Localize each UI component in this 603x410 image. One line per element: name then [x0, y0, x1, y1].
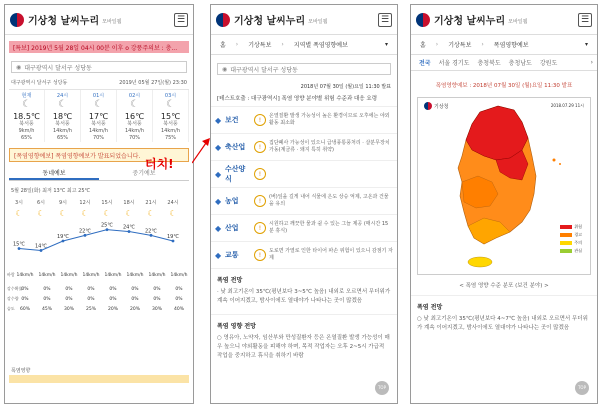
row-label: 바람: [7, 272, 15, 277]
legend-swatch: [560, 249, 572, 253]
row-value: 14km/h: [16, 273, 34, 278]
region-tab[interactable]: 충청남도: [508, 60, 532, 67]
phone-screen-map: [410, 4, 598, 404]
issued-time: 2018년 07월 30일 (월)요일 11:30 발표: [300, 84, 391, 90]
heat-impact-map: [417, 97, 591, 275]
map-caption: < 폭염 영향 수준 분포 (보건 분야) >: [459, 283, 549, 289]
heat-impact-bar: [9, 375, 189, 383]
chevron-down-icon[interactable]: ▾: [384, 41, 388, 48]
hour-wind-dir: 북서풍: [163, 121, 178, 127]
sector-name: 축산업: [225, 143, 246, 151]
sector-advice: 온열질환 발생 가능성이 높은 환경이므로 오후에는 야외활동 최소화: [269, 113, 390, 126]
hour-temp: 18℃: [52, 112, 73, 121]
row-value: 0%: [131, 297, 139, 302]
section-heat-outlook: 폭염 전망: [417, 304, 443, 311]
time-label: 9시: [58, 200, 68, 206]
moon-icon: ☾: [22, 99, 31, 110]
hour-wind-dir: 북서풍: [55, 121, 70, 127]
hour-wind-dir: 북서풍: [91, 121, 106, 127]
sector-icon: ◆: [215, 115, 222, 125]
row-value: 14km/h: [82, 273, 100, 278]
moon-icon: ☾: [169, 209, 177, 218]
row-value: 30%: [151, 307, 163, 312]
row-value: 40%: [173, 307, 185, 312]
menu-icon[interactable]: ☰: [174, 13, 188, 27]
moon-icon: ☾: [125, 209, 133, 218]
map-date: 2018.07.29 11시: [550, 103, 584, 108]
hour-humidity: 65%: [20, 135, 33, 141]
heat-outlook-text: ○ 낮 최고기온이 35℃(평년보다 4~7℃ 높음) 내외로 오르면서 무더위가 계속 이어지겠고, 밤사이에도 열대야가 나타나는 곳이 많겠음: [417, 316, 588, 331]
forecast-day-text: 5월 28일(화) 최저 13℃ 최고 25℃: [11, 188, 91, 194]
chevron-down-icon[interactable]: ▾: [584, 41, 588, 48]
hour-wind-speed: 9km/h: [18, 128, 35, 134]
hour-label: 24시: [56, 93, 69, 99]
row-value: 0%: [43, 287, 51, 292]
crumb-home[interactable]: 홈: [220, 42, 226, 49]
impact-row: [211, 188, 397, 215]
hour-column: [45, 90, 81, 142]
row-label: 강수량: [7, 296, 19, 301]
hour-temp: 16℃: [124, 112, 145, 121]
kma-logo-icon: [424, 102, 432, 110]
temperature-point: [106, 228, 109, 231]
hour-wind-dir: 북서풍: [19, 121, 34, 127]
row-value: 0%: [87, 297, 95, 302]
crumb-heat[interactable]: 폭염영향예보: [493, 42, 529, 49]
row-value: 60%: [19, 307, 31, 312]
warning-icon: !: [254, 168, 266, 180]
breadcrumb: 홈 › 기상특보 › 지역별 폭염영향예보 ▾: [211, 35, 397, 55]
phone-screen-impact: [210, 4, 398, 404]
row-value: 14km/h: [170, 273, 188, 278]
crumb-region[interactable]: 지역별 폭염영향예보: [293, 42, 348, 49]
crumb-warnings[interactable]: 기상특보: [448, 42, 472, 49]
location-select[interactable]: [217, 63, 391, 75]
temperature-point: [84, 234, 87, 237]
hour-label: 03시: [164, 93, 177, 99]
row-value: 0%: [131, 287, 139, 292]
header: [411, 5, 597, 35]
warning-icon: !: [254, 141, 266, 153]
hour-wind-speed: 14km/h: [53, 128, 72, 134]
row-value: 0%: [153, 297, 161, 302]
sector-icon: ◆: [215, 169, 222, 179]
header: [5, 5, 193, 35]
impact-row: [211, 107, 397, 134]
sector-icon: ◆: [215, 196, 222, 206]
row-value: 0%: [21, 287, 29, 292]
location-select[interactable]: [11, 61, 187, 73]
sector-icon: ◆: [215, 223, 222, 233]
row-value: 0%: [87, 287, 95, 292]
map-legend: [560, 222, 582, 254]
legend-item: [560, 240, 582, 246]
sector-icon: ◆: [215, 250, 222, 260]
sector-name: 수산양식: [225, 165, 246, 183]
hour-temp: 15℃: [160, 112, 181, 121]
sector-name: 교통: [225, 251, 239, 259]
temperature-point: [18, 247, 21, 250]
chevron-right-icon[interactable]: ›: [590, 59, 593, 66]
row-value: 25%: [85, 307, 97, 312]
hour-column: [81, 90, 117, 142]
tab-village-forecast[interactable]: 동네예보: [9, 168, 99, 180]
alert-text: [특보] 2019년 5월 28일 04시 00분 이후 o 강풍주의보 : 충...: [13, 44, 178, 52]
brand-title: 기상청 날씨누리: [28, 16, 100, 27]
row-value: 0%: [109, 287, 117, 292]
impact-summary: [테스트호출 : 대구광역시] 폭염 영향 분야별 위험 수준과 대응 요령: [211, 94, 397, 107]
sector-advice: 도로면 가열로 인한 타이어 파손 위험이 있으니 감점기 자제: [269, 248, 393, 261]
moon-icon: ☾: [81, 209, 89, 218]
location-pin-icon: ◉: [222, 65, 228, 73]
row-value: 45%: [41, 307, 53, 312]
forecast-date: 2019년 05월 27일(월) 23:30: [119, 80, 187, 86]
scroll-top-button[interactable]: TOP: [575, 381, 589, 395]
kma-logo-icon: [10, 13, 24, 27]
row-value: 14km/h: [60, 273, 78, 278]
sector-icon: ◆: [215, 142, 222, 152]
moon-icon: ☾: [37, 209, 45, 218]
scroll-top-button[interactable]: TOP: [375, 381, 389, 395]
row-value: 14km/h: [38, 273, 56, 278]
time-label: 15시: [101, 200, 113, 206]
moon-icon: ☾: [103, 209, 111, 218]
sector-advice: (버)잎을 길게 내어 식물에 은도 상승 억제, 고온과 건물을 유의: [269, 194, 389, 207]
hour-temp: 18.5℃: [13, 112, 40, 121]
impact-outlook-text: ○ 영유아, 노약자, 임산부와 만성질환자 등은 온열질환 발생 가능성이 매우 높으니 야외활동을 피해야 하며, 목적 작업자는 오후 2~5시 가급적 작업을 중지하고 휴식을 취하기 바람: [217, 335, 390, 359]
warning-icon: !: [254, 195, 266, 207]
impact-row: [211, 134, 397, 161]
moon-icon: ☾: [15, 209, 23, 218]
row-value: 20%: [129, 307, 141, 312]
sector-name: 보건: [225, 116, 239, 124]
time-label: 21시: [145, 200, 157, 206]
row-value: 0%: [175, 287, 183, 292]
time-label: 6시: [36, 200, 46, 206]
location-date-row: [5, 79, 193, 86]
legend-label: 위험: [574, 224, 582, 229]
row-value: 0%: [65, 297, 73, 302]
hour-temp: 17℃: [88, 112, 109, 121]
map-org-text: 기상청: [434, 103, 449, 110]
row-value: 0%: [153, 287, 161, 292]
section-heat-outlook: 폭염 전망: [217, 277, 243, 284]
forecast-day-header: [5, 187, 193, 194]
brand-subtitle: 모바일웹: [508, 19, 528, 25]
menu-icon[interactable]: ☰: [378, 13, 392, 27]
temperature-label: 22℃: [145, 228, 157, 235]
touch-annotation: 터치!: [145, 157, 174, 171]
alert-ticker[interactable]: [9, 41, 189, 53]
temperature-point: [172, 240, 175, 243]
kma-logo-icon: [416, 13, 430, 27]
legend-item: [560, 224, 582, 230]
legend-label: 주의: [574, 240, 582, 245]
map-title: 폭염영향예보 : 2018년 07월 30일 (월)요일 11:30 발표: [435, 83, 573, 89]
brand-title: 기상청 날씨누리: [234, 16, 306, 27]
warning-icon: !: [254, 114, 266, 126]
row-value: 0%: [109, 297, 117, 302]
region-tab[interactable]: 강원도: [539, 60, 558, 67]
sector-advice: 시원하고 깨끗한 물과 쉴 수 있는 그늘 제공 (매시간 15분 휴식): [269, 221, 389, 234]
hour-wind-speed: 14km/h: [89, 128, 108, 134]
location-line: 대구광역시 달서구 성당동: [11, 80, 68, 86]
legend-swatch: [560, 233, 572, 237]
region-tabs: [411, 55, 597, 71]
hour-label: 02시: [128, 93, 141, 99]
row-value: 14km/h: [148, 273, 166, 278]
crumb-home[interactable]: 홈: [420, 42, 426, 49]
section-impact-outlook: 폭염 영향 전망: [217, 323, 256, 330]
sector-name: 산업: [225, 224, 239, 232]
region-tab[interactable]: 서울 경기도: [438, 60, 470, 67]
row-value: 0%: [65, 287, 73, 292]
legend-swatch: [560, 225, 572, 229]
row-value: 0%: [175, 297, 183, 302]
legend-swatch: [560, 241, 572, 245]
temperature-chart: [5, 196, 193, 326]
row-value: 0%: [43, 297, 51, 302]
legend-item: [560, 248, 582, 254]
brand-subtitle: 모바일웹: [102, 19, 122, 25]
warning-icon: !: [254, 249, 266, 261]
temperature-label: 24℃: [123, 224, 135, 231]
header: [211, 5, 397, 35]
impact-row: [211, 242, 397, 269]
location-pin-icon: ◉: [16, 63, 22, 71]
moon-icon: ☾: [147, 209, 155, 218]
row-value: 0%: [21, 297, 29, 302]
hour-column: [153, 90, 189, 142]
row-value: 14km/h: [104, 273, 122, 278]
legend-label: 관심: [574, 248, 582, 253]
impact-list: [211, 107, 397, 269]
temperature-point: [128, 230, 131, 233]
region-tab[interactable]: 충청북도: [477, 60, 501, 67]
moon-icon: ☾: [59, 209, 67, 218]
hour-humidity: 65%: [56, 135, 69, 141]
hour-wind-dir: 북서풍: [127, 121, 142, 127]
moon-icon: ☾: [166, 99, 175, 110]
heat-impact-label: 폭염영향: [11, 368, 31, 374]
row-value: 20%: [107, 307, 119, 312]
hour-humidity: 70%: [128, 135, 141, 141]
row-label: 강수확률: [7, 286, 23, 291]
temperature-label: 22℃: [79, 228, 91, 235]
temperature-point: [40, 249, 43, 252]
location-text: 대구광역시 달서구 성당동: [24, 64, 92, 72]
temperature-point: [62, 240, 65, 243]
crumb-warnings[interactable]: 기상특보: [248, 42, 272, 49]
temperature-label: 19℃: [167, 234, 179, 240]
impact-row: [211, 215, 397, 242]
time-label: 12시: [79, 200, 91, 206]
row-value: 14km/h: [126, 273, 144, 278]
impact-row: [211, 161, 397, 188]
temperature-label: 25℃: [101, 222, 113, 229]
moon-icon: ☾: [130, 99, 139, 110]
legend-item: [560, 232, 582, 238]
brand-subtitle: 모바일웹: [308, 19, 328, 25]
sector-advice: 집단폐사 가능성이 있으니 급냉풍통풍처리 · 살분무장치 가동(계금류 · 돼지 특히 취약): [269, 140, 390, 153]
hour-column: [9, 90, 45, 142]
hour-label: 01시: [92, 93, 105, 99]
map-org: [424, 102, 449, 110]
temperature-label: 15℃: [13, 241, 25, 248]
hour-humidity: 75%: [164, 135, 177, 141]
temperature-label: 19℃: [57, 234, 69, 240]
legend-label: 경고: [574, 232, 582, 237]
temperature-point: [150, 234, 153, 237]
moon-icon: ☾: [94, 99, 103, 110]
moon-icon: ☾: [58, 99, 67, 110]
time-label: 18시: [123, 200, 135, 206]
hour-label: 현재: [21, 93, 32, 99]
hour-wind-speed: 14km/h: [161, 128, 180, 134]
heat-outlook-text: · 낮 최고기온이 35℃(평년보다 3~5℃ 높음) 내외로 오르면서 무더위가 계속 이어지겠고, 밤사이에도 열대야가 나타나는 곳이 많겠음: [217, 289, 391, 304]
hour-wind-speed: 14km/h: [125, 128, 144, 134]
hour-humidity: 70%: [92, 135, 105, 141]
time-label: 24시: [167, 200, 179, 206]
breadcrumb: 홈 › 기상특보 › 폭염영향예보 ▾: [411, 35, 597, 55]
time-label: 3시: [14, 200, 24, 206]
kma-logo-icon: [216, 13, 230, 27]
hourly-forecast: [9, 89, 189, 142]
bulletin-text: [폭염영향예보] 폭염영향예보가 발표되었습니다.: [14, 152, 141, 160]
row-value: 30%: [63, 307, 75, 312]
menu-icon[interactable]: ☰: [578, 13, 592, 27]
phone-screen-forecast: [4, 4, 194, 404]
region-tab[interactable]: 전국: [419, 60, 431, 67]
location-text: 대구광역시 달서구 성당동: [230, 66, 298, 74]
tab-midterm-forecast[interactable]: 중기예보: [132, 170, 156, 177]
row-label: 습도: [7, 306, 15, 311]
hour-column: [117, 90, 153, 142]
sector-name: 농업: [225, 197, 239, 205]
warning-icon: !: [254, 222, 266, 234]
temperature-label: 14℃: [35, 243, 47, 250]
brand-title: 기상청 날씨누리: [434, 16, 506, 27]
